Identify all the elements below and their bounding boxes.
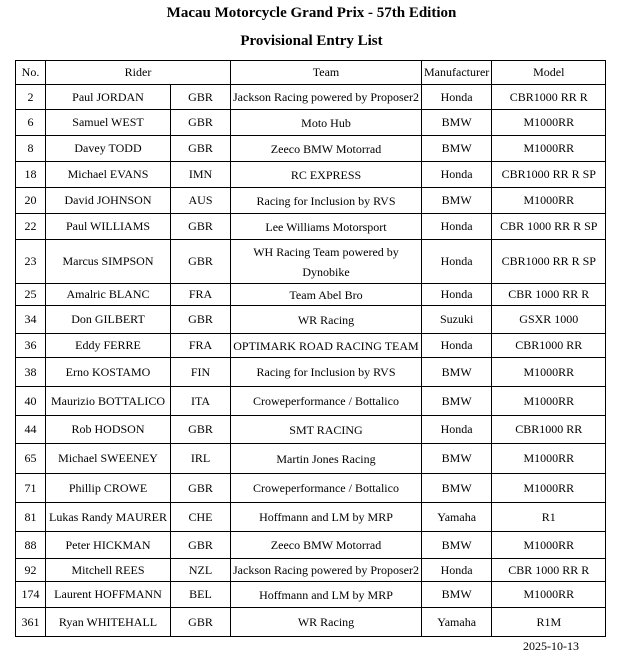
cell-team: Hoffmann and LM by MRP [231,503,422,532]
cell-team: OPTIMARK ROAD RACING TEAM [231,334,422,358]
cell-nationality: GBR [171,85,231,110]
header-model: Model [492,61,606,85]
table-row [16,559,606,582]
cell-no: 36 [16,334,46,358]
cell-manufacturer: BMW [422,474,492,503]
cell-manufacturer: BMW [422,188,492,214]
cell-manufacturer: Yamaha [422,503,492,532]
cell-manufacturer: Honda [422,416,492,444]
cell-team: WR Racing [231,608,422,637]
cell-manufacturer: BMW [422,387,492,416]
header-no: No. [16,61,46,85]
cell-rider: Phillip CROWE [46,474,171,503]
table-row [16,532,606,559]
cell-manufacturer: BMW [422,136,492,162]
table-row [16,582,606,608]
cell-nationality: IRL [171,444,231,474]
cell-rider: Maurizio BOTTALICO [46,387,171,416]
document-date: 2025-10-13 [523,639,579,653]
cell-no: 38 [16,358,46,387]
cell-model: M1000RR [492,582,606,608]
document-subtitle: Provisional Entry List [240,33,383,49]
cell-manufacturer: BMW [422,110,492,136]
cell-rider: Rob HODSON [46,416,171,444]
cell-team: RC EXPRESS [231,162,422,188]
table-row [16,358,606,387]
table-row [16,334,606,358]
cell-rider: Erno KOSTAMO [46,358,171,387]
cell-model: M1000RR [492,136,606,162]
cell-nationality: GBR [171,532,231,559]
table-header-row [16,61,606,85]
cell-no: 44 [16,416,46,444]
table-row [16,444,606,474]
cell-model: CBR1000 RR [492,416,606,444]
cell-model: CBR1000 RR R SP [492,162,606,188]
cell-no: 88 [16,532,46,559]
cell-rider: Davey TODD [46,136,171,162]
cell-manufacturer: BMW [422,358,492,387]
cell-nationality: BEL [171,582,231,608]
cell-model: M1000RR [492,444,606,474]
cell-no: 8 [16,136,46,162]
table-row [16,188,606,214]
cell-no: 18 [16,162,46,188]
cell-no: 34 [16,306,46,334]
cell-team: Zeeco BMW Motorrad [231,532,422,559]
table-row [16,306,606,334]
cell-no: 22 [16,214,46,240]
cell-model: M1000RR [492,110,606,136]
header-manufacturer: Manufacturer [422,61,492,85]
cell-nationality: IMN [171,162,231,188]
cell-team: Racing for Inclusion by RVS [231,188,422,214]
header-team: Team [231,61,422,85]
cell-rider: Ryan WHITEHALL [46,608,171,637]
cell-no: 361 [16,608,46,637]
cell-rider: Michael EVANS [46,162,171,188]
cell-manufacturer: BMW [422,444,492,474]
cell-manufacturer: Honda [422,240,492,284]
cell-team: Racing for Inclusion by RVS [231,358,422,387]
cell-team: Zeeco BMW Motorrad [231,136,422,162]
table-row [16,136,606,162]
cell-no: 174 [16,582,46,608]
cell-nationality: GBR [171,608,231,637]
cell-no: 71 [16,474,46,503]
cell-no: 92 [16,559,46,582]
table-row [16,474,606,503]
cell-model: CBR 1000 RR R SP [492,214,606,240]
cell-rider: Laurent HOFFMANN [46,582,171,608]
table-row [16,214,606,240]
cell-model: CBR1000 RR R SP [492,240,606,284]
cell-manufacturer: Honda [422,162,492,188]
cell-manufacturer: Yamaha [422,608,492,637]
header-rider: Rider [46,61,231,85]
cell-rider: Marcus SIMPSON [46,240,171,284]
cell-nationality: ITA [171,387,231,416]
cell-manufacturer: Honda [422,214,492,240]
cell-manufacturer: Honda [422,559,492,582]
cell-no: 25 [16,284,46,306]
cell-manufacturer: Suzuki [422,306,492,334]
cell-model: CBR 1000 RR R [492,559,606,582]
table-row [16,608,606,637]
cell-model: CBR1000 RR R [492,85,606,110]
cell-rider: Don GILBERT [46,306,171,334]
table-row [16,284,606,306]
cell-model: R1 [492,503,606,532]
cell-no: 20 [16,188,46,214]
cell-model: R1M [492,608,606,637]
table-row [16,416,606,444]
table-row [16,162,606,188]
cell-model: M1000RR [492,474,606,503]
cell-nationality: GBR [171,474,231,503]
cell-manufacturer: Honda [422,334,492,358]
cell-team: Jackson Racing powered by Proposer2 [231,85,422,110]
table-row [16,110,606,136]
cell-nationality: GBR [171,306,231,334]
cell-team: WH Racing Team powered by Dynobike [231,240,422,284]
cell-no: 81 [16,503,46,532]
cell-team: Croweperformance / Bottalico [231,474,422,503]
cell-team: Martin Jones Racing [231,444,422,474]
cell-no: 2 [16,85,46,110]
cell-model: CBR1000 RR [492,334,606,358]
cell-model: M1000RR [492,532,606,559]
cell-no: 23 [16,240,46,284]
cell-no: 6 [16,110,46,136]
cell-nationality: CHE [171,503,231,532]
cell-rider: Paul WILLIAMS [46,214,171,240]
cell-team: Jackson Racing powered by Proposer2 [231,559,422,582]
cell-model: GSXR 1000 [492,306,606,334]
cell-rider: Samuel WEST [46,110,171,136]
cell-rider: Peter HICKMAN [46,532,171,559]
cell-model: M1000RR [492,358,606,387]
cell-nationality: NZL [171,559,231,582]
cell-team: SMT RACING [231,416,422,444]
cell-rider: Amalric BLANC [46,284,171,306]
cell-team: Hoffmann and LM by MRP [231,582,422,608]
cell-rider: Mitchell REES [46,559,171,582]
cell-manufacturer: Honda [422,85,492,110]
cell-rider: Paul JORDAN [46,85,171,110]
cell-nationality: GBR [171,214,231,240]
cell-rider: Lukas Randy MAURER [46,503,171,532]
table-row [16,503,606,532]
cell-manufacturer: BMW [422,532,492,559]
cell-team: Lee Williams Motorsport [231,214,422,240]
cell-team: Team Abel Bro [231,284,422,306]
table-row [16,85,606,110]
cell-rider: Eddy FERRE [46,334,171,358]
cell-nationality: GBR [171,136,231,162]
cell-team: WR Racing [231,306,422,334]
cell-manufacturer: Honda [422,284,492,306]
cell-manufacturer: BMW [422,582,492,608]
cell-model: M1000RR [492,188,606,214]
cell-nationality: FRA [171,334,231,358]
cell-rider: David JOHNSON [46,188,171,214]
cell-team: Croweperformance / Bottalico [231,387,422,416]
table-row [16,240,606,284]
cell-model: M1000RR [492,387,606,416]
cell-model: CBR 1000 RR R [492,284,606,306]
cell-nationality: GBR [171,110,231,136]
cell-team: Moto Hub [231,110,422,136]
cell-nationality: GBR [171,240,231,284]
cell-rider: Michael SWEENEY [46,444,171,474]
entry-list-table [15,60,606,637]
cell-nationality: FRA [171,284,231,306]
cell-nationality: GBR [171,416,231,444]
cell-no: 65 [16,444,46,474]
cell-no: 40 [16,387,46,416]
cell-nationality: AUS [171,188,231,214]
cell-nationality: FIN [171,358,231,387]
document-title: Macau Motorcycle Grand Prix - 57th Edition [166,5,457,21]
table-row [16,387,606,416]
